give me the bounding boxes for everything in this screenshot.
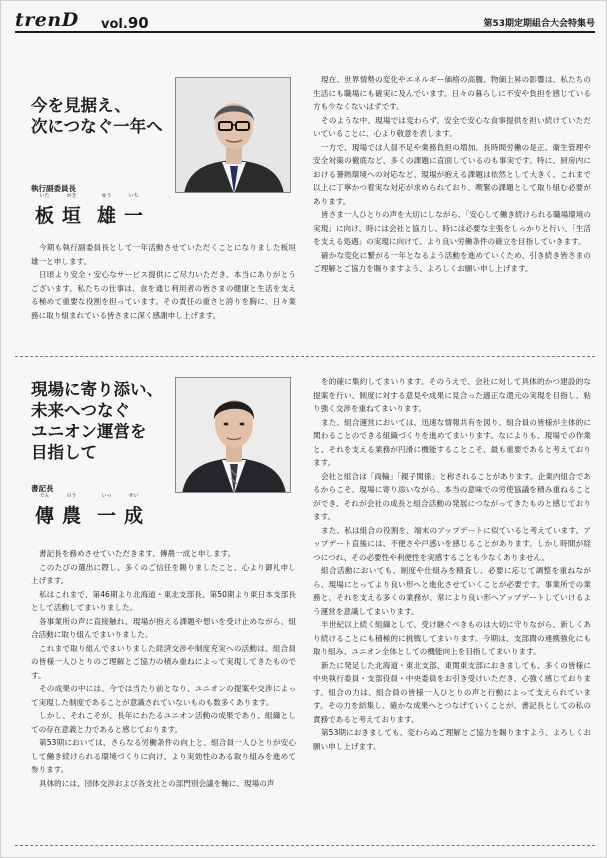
paragraph: 確かな変化に繋がる一年となるよう活動を進めていくため、引き続き皆さまのご理解とご協力を賜りますよう、よろしくお願い申し上げます。 (313, 250, 591, 273)
name-char (93, 193, 120, 228)
paragraph: 現在、世界情勢の変化やエネルギー価格の高騰、物価上昇の影響は、私たちの生活にも職場にも確実に及んでいます。日々の暮らしに不安や負担を感じている方も少なくないはずです。 (313, 75, 591, 111)
volume-prefix: vol. (101, 17, 128, 32)
paragraph: を的確に集約してまいります。そのうえで、会社に対して具体的かつ建設的な提案を行い、制度に対する意見や成果に見合った適正な還元の実現を目指し、粘り強く交渉を重ねてまいります。 (313, 377, 591, 413)
name-kanji: 一 (96, 505, 116, 527)
name-char (120, 193, 147, 228)
paragraph: 一方で、現場では人員不足や業務負担の増加、長時間労働の是正、衛生管理や安全対策の徹底など、多くの課題に直面しているのも事実です。特に、厨房内における暑熱環境への対応など、現場が抱える課題は依然として大きく、これまで以上に丁寧かつ着実な対応が求められており、喫緊の課題として取り組む必要があります。 (313, 142, 591, 206)
paragraph: 私はこれまで、第46期より北海道・東北支部長、第50期より東日本支部長として活動してまいりました。 (31, 589, 296, 612)
name-char (58, 193, 85, 228)
volume-number: 90 (127, 14, 149, 32)
section1-headline-line: 次につなぐ一年へ (31, 117, 163, 136)
paragraph: 日頃より安全・安心なサービス提供にご尽力いただき、本当にありがとうございます。私たちの仕事は、食を通じ利用者の皆さまの健康と生活を支える極めて重要な役割を担っています。その責任の重さと誇りを胸に、日々業務に取り組まれている皆さまに深く感謝申し上げます。 (31, 270, 296, 320)
volume-label (101, 14, 149, 32)
paragraph: 半世紀以上続く組織として、受け継ぐべきものは大切に守りながら、新しくあり続けることにも積極的に挑戦してまいります。今期は、支部間の連携強化にも取り組み、ユニオン全体としての機能向上を目指してまいります。 (313, 620, 591, 656)
section2-headline-line: 未来へつなぐ (31, 401, 130, 420)
name-char (93, 493, 120, 528)
paragraph: 各事業所の声に直接触れ、現場が抱える課題や想いを受け止めながら、組合活動に取り組んでまいりました。 (31, 616, 296, 639)
paragraph: また、組合運営においては、迅速な情報共有を図り、組合員の皆様が主体的に関わることのできる組織づくりを進めてまいります。なによりも、現場での作業と、それを支える業務が円滑に機能することこそ、最も重要であると考えております。 (313, 417, 591, 467)
section1-headline (31, 95, 163, 137)
paragraph: 具体的には、団体交渉および各支社との部門別会議を軸に、現場の声 (39, 778, 275, 788)
name-furigana: いた (39, 193, 50, 199)
paragraph: これまで取り組んでまいりました経済交渉や制度充実への活動は、組合員の皆様一人ひとりのご理解とご協力の積み重ねによって実現してきたものです。 (31, 643, 296, 680)
section2-headline (31, 379, 163, 463)
section2-left-text (31, 547, 296, 790)
paragraph: 第53期においては、さらなる労働条件の向上と、組合員一人ひとりが安心して働き続けられる環境づくりに向け、より実効性のある取り組みを進めて参ります。 (31, 738, 296, 774)
paragraph: そのような中、現場では変わらず、安全で安心な食事提供を担い続けていただいていることに、心より敬意を表します。 (313, 115, 591, 138)
name-furigana: のう (66, 493, 77, 499)
portrait-2-image (176, 378, 291, 493)
name-char (31, 493, 58, 528)
section1-role: 執行副委員長 (31, 184, 76, 193)
issue-title: 第53期定期組合大会特集号 (483, 19, 595, 29)
brand-logo: trenD (15, 9, 79, 31)
section1-portrait-photo (175, 77, 291, 193)
paragraph: しかし、それこそが、長年にわたるユニオン活動の成果であり、組織としての存在意義と力であると感じております。 (31, 711, 296, 734)
name-char (58, 493, 85, 528)
paragraph: このたびの選出に際し、多くのご信任を賜りましたこと、心より御礼申し上げます。 (31, 562, 296, 585)
footer-divider (15, 845, 595, 846)
section-divider (15, 356, 595, 357)
portrait-1-image (176, 78, 291, 193)
name-kanji: 一 (123, 205, 143, 227)
paragraph: 皆さま一人ひとりの声を大切にしながら、「安心して働き続けられる職場環境の実現」に向け、時には会社と協力し、時には必要な主張をしっかりと行い、「生活を支える処遇」の実現に向けて、より良い労働条件の確立を目指していきます。 (313, 210, 591, 246)
name-furigana: いっ (101, 493, 112, 499)
section2-headline-line: ユニオン運営を (31, 422, 147, 441)
name-furigana: でん (39, 493, 50, 499)
section2-role: 書記長 (31, 484, 54, 493)
name-furigana: いち (128, 193, 139, 199)
section2-headline-line: 目指して (31, 443, 97, 462)
section2-headline-line: 現場に寄り添い、 (31, 380, 163, 399)
name-furigana: ゆう (101, 193, 112, 199)
section1-headline-line: 今を見据え、 (31, 96, 131, 115)
paragraph: 会社と組合は「両輪」「親子関係」と称されることがあります。企業内組合であるからこそ、現場に寄り添いながら、本当の意味での労使協議を積み重ねることができ、それが会社の成長と組合活動の発展につながってきたものと感じております。 (313, 471, 591, 521)
section1-right-text (313, 73, 591, 276)
paragraph: 書記長を務めさせていただきます、傳農一成と申します。 (39, 549, 236, 558)
paragraph: 組合活動においても、制度や仕組みを精査し、必要に応じて調整を重ねながら、現場にとってより良い形へと進化させていくことが必要です。事業所での業務と、それを支える多くの業務が、常により良い形へアップデートしていけるよう運営を意識してまいります。 (313, 566, 591, 616)
section2-right-text (313, 375, 591, 753)
section2-portrait-photo (175, 377, 291, 493)
name-kanji: 垣 (61, 205, 81, 227)
name-kanji: 成 (123, 505, 143, 527)
paragraph: また、私は組合の役割を、端末のアップデートに似ていると考えています。アップデート直後には、不便さや戸惑いを感じることがあります。しかし時間が経つにつれ、その必要性や利便性を実感することも少なくありません。 (313, 525, 591, 562)
paragraph: その成果の中には、今では当たり前となり、ユニオンの提案や交渉によって実現した制度であることが意識されていないものも数多くあります。 (31, 684, 296, 707)
page-header (15, 9, 595, 33)
section1-name (31, 193, 147, 228)
name-kanji: 雄 (96, 205, 116, 227)
name-char (31, 193, 58, 228)
name-furigana: せい (128, 493, 139, 499)
section2-name (31, 493, 147, 528)
paragraph: 今期も執行副委員長として一年活動させていただくことになりました板垣雄一と申します。 (31, 243, 296, 266)
name-furigana: がき (66, 193, 77, 199)
section1-left-text (31, 241, 296, 322)
name-char (120, 493, 147, 528)
name-kanji: 傳 (34, 505, 54, 527)
paragraph: 新たに発足した北海道・東北支部、東関東支部におきましても、多くの皆様に中央執行委員・支部役員・中央委員をお引き受けいただき、心強く感じております。組合の力は、組合員の皆様一人ひとりの声と行動によって支えられています。その力を結集し、確かな成果へとつなげていくことが、書記長としての私の責務であると考えております。 (313, 660, 591, 724)
name-kanji: 板 (34, 205, 54, 227)
paragraph: 第53期におきましても、変わらぬご理解とご協力を賜りますよう、よろしくお願い申し上げます。 (313, 728, 591, 751)
name-kanji: 農 (61, 505, 81, 527)
